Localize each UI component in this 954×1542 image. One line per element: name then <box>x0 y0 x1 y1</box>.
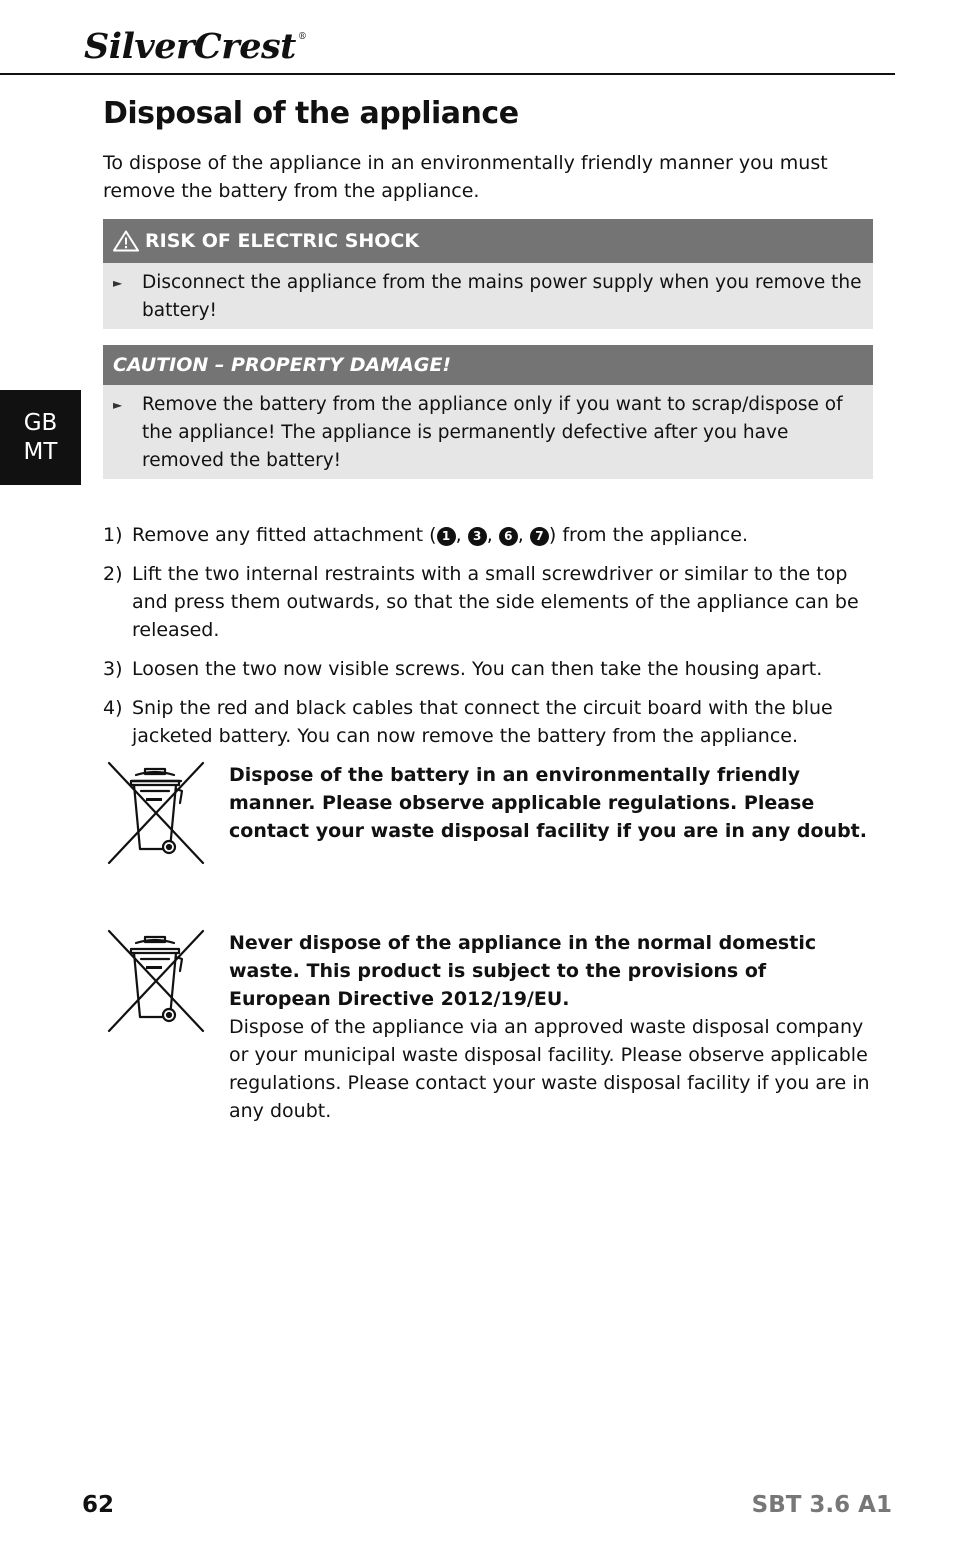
step-item <box>103 560 873 644</box>
appliance-disposal-bold: Never dispose of the appliance in the normal domestic waste. This product is subject to the provisions of European Directive 2012/19/EU. <box>229 932 817 1010</box>
caution-item <box>113 391 863 475</box>
page-number: 62 <box>82 1492 115 1518</box>
page-title: Disposal of the appliance <box>103 96 519 131</box>
warning-item <box>113 269 863 325</box>
caution-box-body <box>103 385 873 479</box>
step-number: 4) <box>103 697 123 719</box>
ref-separator: , <box>486 524 499 546</box>
warning-heading: RISK OF ELECTRIC SHOCK <box>145 230 420 252</box>
arrow-bullet-icon: ► <box>113 276 123 290</box>
intro-text: To dispose of the appliance in an environmentally friendly manner you must remove the battery from the appliance. <box>103 152 828 202</box>
step-item <box>103 694 873 750</box>
ref-badge: 7 <box>530 527 549 546</box>
warning-box-body <box>103 263 873 329</box>
appliance-disposal-note <box>103 929 873 1125</box>
caution-heading: CAUTION – PROPERTY DAMAGE! <box>113 354 452 376</box>
brand-logo <box>84 26 306 67</box>
crossed-out-bin-icon <box>103 929 229 1125</box>
ref-separator: , <box>517 524 530 546</box>
step-text: Loosen the two now visible screws. You can then take the housing apart. <box>132 658 823 680</box>
step-text-part: ) from the appliance. <box>548 524 748 546</box>
battery-disposal-note <box>103 761 873 869</box>
arrow-bullet-icon: ► <box>113 398 123 412</box>
warning-box-header <box>103 219 873 263</box>
ref-badge: 6 <box>499 527 518 546</box>
crossed-out-bin-icon <box>103 761 229 869</box>
battery-disposal-bold: Dispose of the battery in an environmentally friendly manner. Please observe applicable regulations. Please contact your waste disposal facility if you are in any doubt. <box>229 764 867 842</box>
appliance-disposal-text <box>229 929 873 1125</box>
warning-box <box>103 219 873 329</box>
step-number: 2) <box>103 563 123 585</box>
step-item <box>103 521 873 549</box>
language-tab-line1: GB <box>23 409 58 436</box>
language-tab-line2: MT <box>23 438 58 465</box>
appliance-disposal-normal: Dispose of the appliance via an approved waste disposal company or your municipal waste disposal facility. Please observe applicable regulations. Please contact your waste disposal facility if you are in any doubt. <box>229 1016 870 1122</box>
step-text <box>132 521 748 549</box>
main-content <box>103 96 873 1125</box>
step-text: Lift the two internal restraints with a small screwdriver or similar to the top and press them outwards, so that the side elements of the appliance can be released. <box>132 563 859 641</box>
language-tab <box>0 390 81 485</box>
ref-badge: 1 <box>437 527 456 546</box>
header-rule <box>0 73 895 75</box>
steps-list <box>103 521 873 750</box>
step-number: 3) <box>103 658 123 680</box>
registered-mark: ® <box>297 32 307 42</box>
ref-separator: , <box>455 524 468 546</box>
caution-box <box>103 345 873 479</box>
model-number: SBT 3.6 A1 <box>751 1492 892 1518</box>
step-number: 1) <box>103 524 123 546</box>
caution-item-text: Remove the battery from the appliance only if you want to scrap/dispose of the appliance! The appliance is permanently defective after you have removed the battery! <box>142 394 843 471</box>
step-item <box>103 655 873 683</box>
caution-box-header <box>103 345 873 385</box>
warning-triangle-icon <box>113 230 139 252</box>
ref-badge: 3 <box>468 527 487 546</box>
warning-item-text: Disconnect the appliance from the mains power supply when you remove the battery! <box>142 272 862 321</box>
step-text: Snip the red and black cables that connect the circuit board with the blue jacketed battery. You can now remove the battery from the appliance. <box>132 697 833 747</box>
brand-name: SilverCrest <box>84 26 296 67</box>
battery-disposal-text <box>229 761 873 869</box>
step-text-part: Remove any fitted attachment ( <box>132 524 437 546</box>
